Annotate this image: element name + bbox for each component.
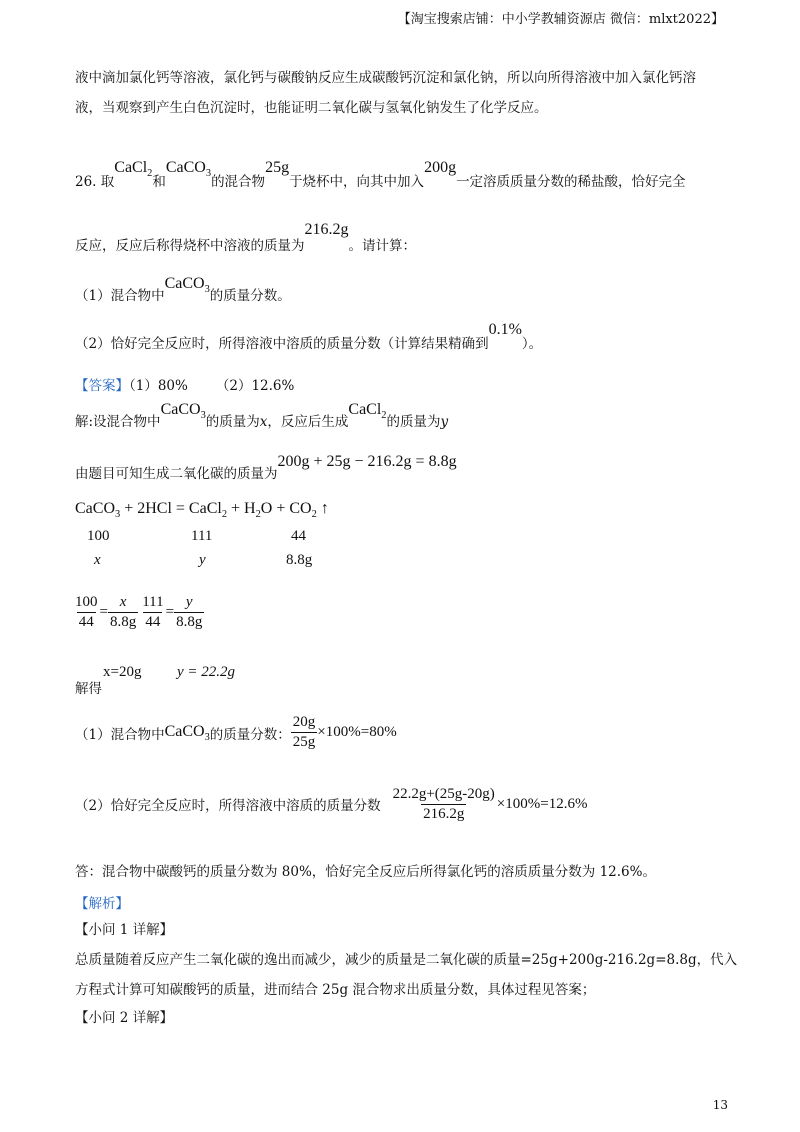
molar-mass-100: 100: [87, 528, 110, 544]
analysis-heading-2: 【小问 2 详解】: [75, 1010, 174, 1026]
solve-label: 解得: [75, 681, 102, 697]
mass-216-2g: 216.2g: [304, 221, 349, 238]
ratio-equations: $\frac{100}{44}$ = $\frac{x}{8.8g}$ $\frac{111}{44}$ = $\frac{y}{8.8g}$: [75, 594, 203, 630]
calc-1: （1）混合物中CaCO$_3$的质量分数： $\frac{20g}{25g}$ ×100%=80%: [75, 714, 397, 750]
intro-line-2: 液，当观察到产生白色沉淀时，也能证明二氧化碳与氢氧化钠发生了化学反应。: [75, 100, 548, 116]
co2-mass-equation: 200g + 25g − 216.2g = 8.8g: [277, 453, 457, 470]
calc-2: （2）恰好完全反应时，所得溶液中溶质的质量分数 $\frac{22.2g+(25g-20g)}{216.2g}$ ×100%=12.6%: [75, 786, 588, 822]
question-number: 26. 取: [75, 174, 115, 190]
fraction: $\frac{y}{8.8g}$: [176, 594, 203, 630]
molar-mass-44: 44: [291, 528, 306, 544]
formula-cacl2: CaCl$_2$: [114, 159, 153, 180]
unknown-y: y: [199, 552, 206, 568]
fraction: $\frac{111}{44}$: [142, 594, 164, 630]
analysis-para-2: 方程式计算可知碳酸钙的质量，进而结合 25g 混合物求出质量分数，具体过程见答案；: [75, 982, 596, 998]
chemical-equation: CaCO$_3$ + 2HCl = CaCl$_2$ + $H_2O + CO_2$ ↑: [75, 500, 329, 521]
sub-question-2: （2）恰好完全反应时，所得溶液中溶质的质量分数（计算结果精确到0.1%）。: [75, 321, 543, 352]
solution-setup: 解:设混合物中CaCO$_3$的质量为x，反应后生成CaCl$_2$的质量为y: [75, 401, 449, 430]
answer-label: 【答案】: [75, 378, 129, 394]
formula-caco3: CaCO$_3$: [164, 275, 210, 296]
co2-mass-line: 由题目可知生成二氧化碳的质量为200g + 25g − 216.2g = 8.8g: [75, 453, 457, 482]
fraction: $\frac{20g}{25g}$: [292, 714, 316, 750]
fraction: $\frac{100}{44}$: [75, 594, 98, 630]
analysis-label: 【解析】: [75, 896, 129, 912]
mass-25g: 25g: [265, 159, 290, 176]
formula-caco3: CaCO$_3$: [165, 159, 212, 180]
question-26-line-2: 反应，反应后称得烧杯中溶液的质量为216.2g。请计算：: [75, 221, 416, 254]
formula-caco3: CaCO$_3$: [164, 723, 210, 744]
intro-line-1: 液中滴加氯化钙等溶液，氯化钙与碳酸钠反应生成碳酸钙沉淀和氯化钠，所以向所得溶液中加入氯化钙溶: [75, 70, 696, 86]
fraction: $\frac{x}{8.8g}$: [109, 594, 137, 630]
analysis-heading-1: 【小问 1 详解】: [75, 922, 174, 938]
final-answer: 答：混合物中碳酸钙的质量分数为 80%，恰好完全反应后所得氯化钙的溶质质量分数为 12.6%。: [75, 864, 656, 880]
answer-line: 【答案】（1）80% （2）12.6%: [75, 378, 295, 394]
formula-caco3: CaCO$_3$: [160, 401, 206, 422]
formula-cacl2: CaCl$_2$: [348, 401, 387, 422]
question-26-line-1: 26. 取CaCl$_2$和CaCO$_3$的混合物25g于烧杯中，向其中加入200g一定溶质质量分数的稀盐酸，恰好完全: [75, 159, 686, 190]
header-banner: 【淘宝搜索店铺：中小学教辅资源店 微信：mlxt2022】: [397, 12, 724, 27]
unknown-x: x: [94, 552, 101, 568]
page-number: 13: [712, 1098, 728, 1112]
fraction: $\frac{22.2g+(25g-20g)}{216.2g}$: [392, 786, 495, 822]
solve-y: y = 22.2g: [177, 664, 236, 680]
solve-x: x=20g: [103, 664, 142, 680]
known-co2-mass: 8.8g: [286, 552, 313, 568]
mass-200g: 200g: [424, 159, 457, 176]
analysis-para-1: 总质量随着反应产生二氧化碳的逸出而减少，减少的质量是二氧化碳的质量=25g+200g-216.2g=8.8g，代入: [75, 952, 738, 968]
molar-mass-111: 111: [191, 528, 213, 544]
precision-value: 0.1%: [488, 321, 522, 338]
sub-question-1: （1）混合物中CaCO$_3$的质量分数。: [75, 275, 291, 304]
